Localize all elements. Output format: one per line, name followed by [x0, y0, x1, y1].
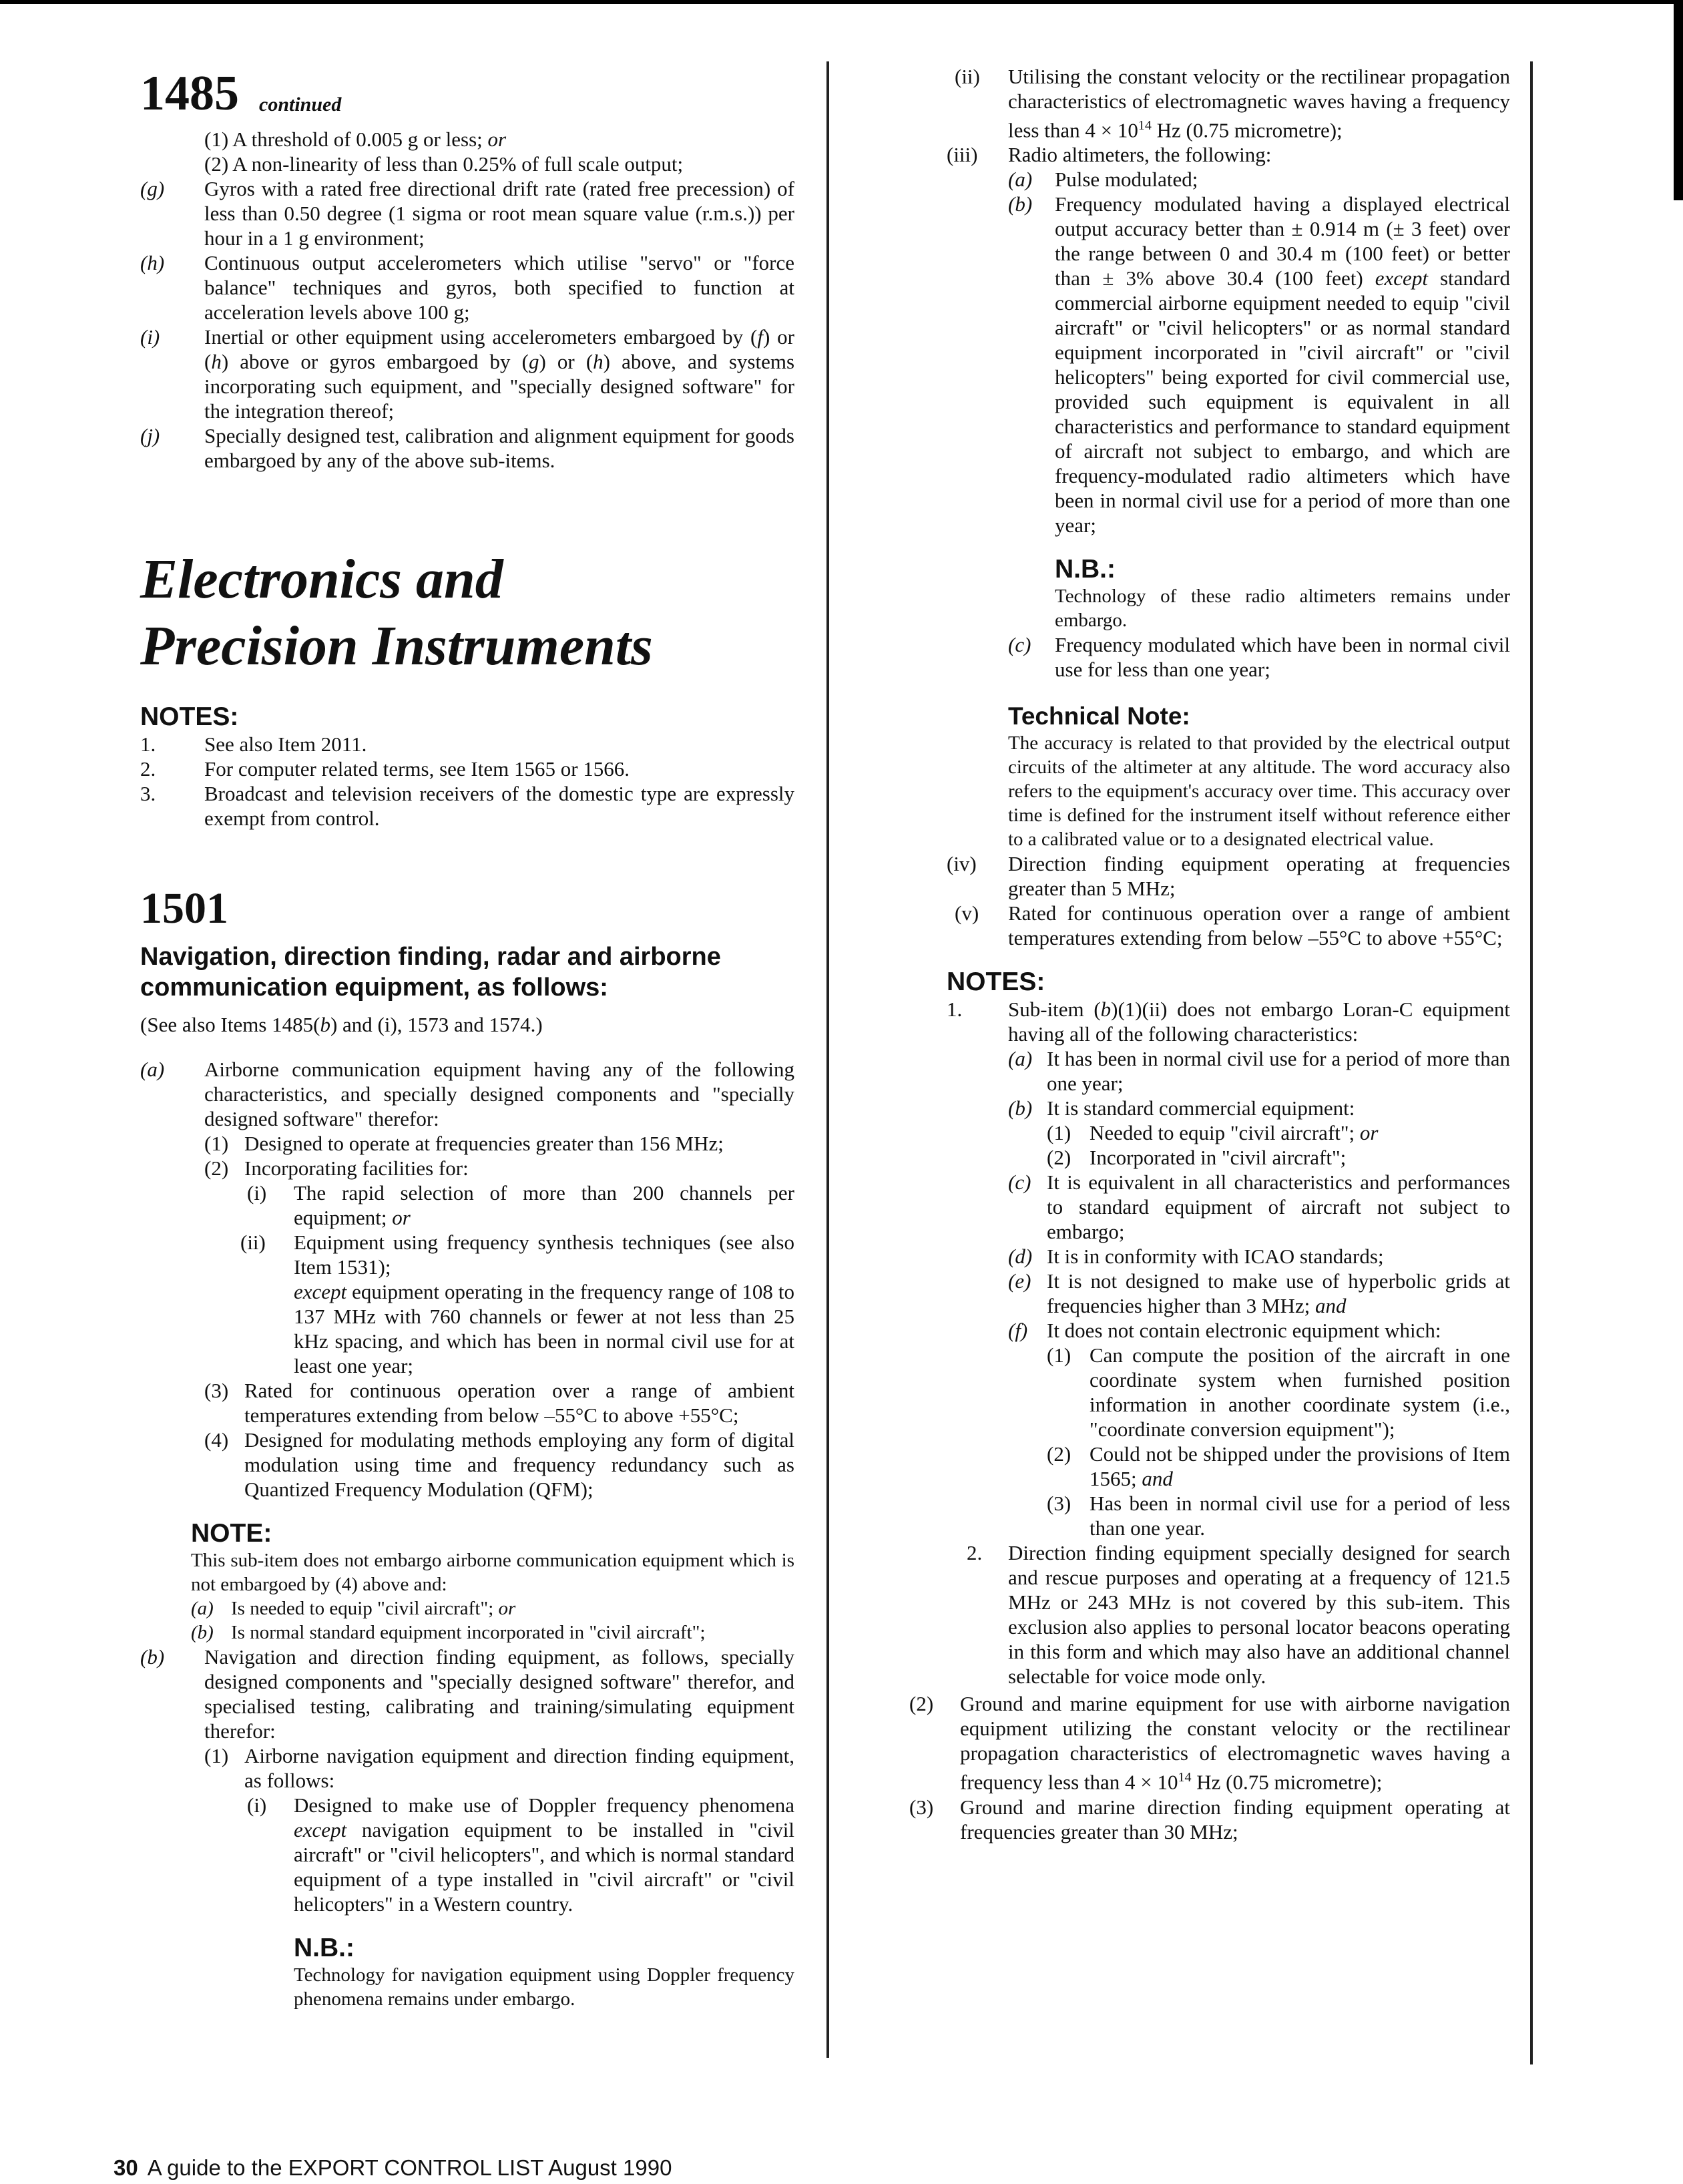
continued-label: continued — [259, 93, 342, 116]
note-item: 2. For computer related terms, see Item 1565 or 1566. — [140, 757, 630, 781]
item-heading — [140, 67, 794, 120]
right-nb-text: Technology of these radio altimeters remains under embargo. — [1055, 586, 1510, 632]
right-note-1-e: (e) It is not designed to make use of hyperbolic grids at frequencies higher than 3 MHz; and — [1008, 1269, 1510, 1318]
right-note-1: 1. Sub-item (b)(1)(ii) does not embargo Loran-C equipment having all of the following characteristics: — [947, 998, 1510, 1046]
item-i: (i) Inertial or other equipment using accelerometers embargoed by (f) or (h) above or gyros embargoed by (g) or (h) above, and systems incorporating such equipment, and "specially designed software" for the integration thereof; — [140, 325, 795, 423]
notes-list — [140, 732, 794, 831]
note-item: 1. See also Item 2011. — [140, 732, 367, 756]
item-j: (j) Specially designed test, calibration and alignment equipment for goods embargoed by any of the above sub-items. — [140, 424, 794, 472]
item-2: (2) Ground and marine equipment for use with airborne navigation equipment utilizing the constant velocity or the rectilinear propagation characteristics of electromagnetic waves having a frequency less than $4 \times 10^{14}$ Hz (0.75 micrometre); — [909, 1692, 1510, 1794]
page-number: 30 — [113, 2155, 138, 2180]
item-v: (v) Rated for continuous operation over a range of ambient temperatures extending from below –55°C to above +55°C; — [955, 901, 1510, 950]
right-note-1-d: (d) It is in conformity with ICAO standards; — [1008, 1245, 1384, 1269]
item-a-1: (1) Designed to operate at frequencies greater than 156 MHz; — [204, 1132, 724, 1155]
item-iii: (iii) Radio altimeters, the following: — [947, 143, 1272, 167]
item-b-1-i: (i) Designed to make use of Doppler frequency phenomena except navigation equipment to be installed in "civil aircraft" or "civil helicopters", and which is normal standard equipment of a type installed in "civil aircraft" or "civil helicopters" in a Western country. — [247, 1793, 794, 1916]
item-iv: (iv) Direction finding equipment operating at frequencies greater than 5 MHz; — [947, 852, 1510, 901]
left-column-rule — [826, 61, 829, 2058]
right-column — [909, 64, 1510, 1844]
item-a: (a) Airborne communication equipment having any of the following characteristics, and specially designed components and "specially designed software" therefor: — [140, 1058, 794, 1130]
right-note-1-f: (f) It does not contain electronic equipment which: — [1008, 1319, 1441, 1343]
see-also: (See also Items 1485(b) and (i), 1573 and 1574.) — [140, 1013, 543, 1036]
sub-item-1: (1) A threshold of 0.005 g or less; or — [204, 128, 507, 151]
right-note-1-f-1: (1) Can compute the position of the aircraft in one coordinate system when furnished position information in another coordinate system (i.e., "coordinate conversion equipment"); — [1047, 1343, 1510, 1442]
right-note-1-b-1: (1) Needed to equip "civil aircraft"; or — [1047, 1121, 1379, 1145]
right-note-1-b-2: (2) Incorporated in "civil aircraft"; — [1047, 1146, 1347, 1170]
nb-text: Technology for navigation equipment using Doppler frequency phenomena remains under embargo. — [294, 1964, 794, 2010]
right-notes-heading: NOTES: — [947, 967, 1045, 997]
right-note-1-f-2: (2) Could not be shipped under the provisions of Item 1565; and — [1047, 1442, 1510, 1491]
item-a-3: (3) Rated for continuous operation over a range of ambient temperatures extending from below –55°C to above +55°C; — [204, 1379, 794, 1427]
nb-block — [140, 1934, 794, 2011]
right-nb-block — [947, 555, 1510, 632]
note-item: 3. Broadcast and television receivers of the domestic type are expressly exempt from control. — [140, 782, 794, 830]
item-a-2-ii: (ii) Equipment using frequency synthesis techniques (see also Item 1531); — [240, 1231, 794, 1279]
item-a-4: (4) Designed for modulating methods employing any form of digital modulation using time and frequency redundancy such as Quantized Frequency Modulation (QFM); — [204, 1428, 794, 1501]
right-note-1-c: (c) It is equivalent in all characteristics and performances to standard equipment of aircraft not subject to embargo; — [1008, 1170, 1510, 1244]
page-footer — [113, 2155, 672, 2181]
sub-item-2: (2) A non-linearity of less than 0.25% of full scale output; — [204, 152, 684, 176]
right-edge-mark — [1674, 0, 1683, 200]
note-block — [140, 1519, 794, 1645]
item-1501-title: Navigation, direction finding, radar and airborne communication equipment, as follows: — [140, 943, 721, 1002]
note-heading: NOTE: — [191, 1519, 272, 1548]
item-ii: (ii) Utilising the constant velocity or the rectilinear propagation characteristics of electromagnetic waves having a frequency less than $4 \times 10^{14}$ Hz (0.75 micrometre); — [955, 65, 1510, 142]
right-note-2: 2. Direction finding equipment specially designed for search and rescue purposes and operating at a frequency of 121.5 MHz or 243 MHz is not covered by this sub-item. This exclusion also applies to personal locator beacons operating in this form and which may also have an additional channel selectable for voice mode only. — [967, 1541, 1510, 1689]
section-title: Electronics and Precision Instruments — [140, 548, 653, 677]
item-g: (g) Gyros with a rated free directional drift rate (rated free precession) of less than 0.50 degree (1 sigma or root mean square value (r.m.s.)) per hour in a 1 g environment; — [140, 177, 794, 250]
notes-heading: NOTES: — [140, 702, 239, 731]
item-a-2: (2) Incorporating facilities for: — [204, 1156, 469, 1180]
item-iii-a: (a) Pulse modulated; — [1008, 168, 1198, 192]
item-1501-number: 1501 — [140, 884, 228, 933]
nb-heading: N.B.: — [294, 1934, 354, 1962]
right-note-1-f-3: (3) Has been in normal civil use for a period of less than one year. — [1047, 1492, 1510, 1540]
item-a-2-i: (i) The rapid selection of more than 200 channels per equipment; or — [247, 1181, 794, 1229]
item-number: 1485 — [140, 66, 239, 121]
item-iii-b: (b) Frequency modulated having a displayed electrical output accuracy better than ± 0.914 m (± 3 feet) over the range between 0 and 30.4 m (100 feet) or better than ± 3% above 30.4 (100 feet) except standard commercial airborne equipment needed to equip "civil aircraft" or "civil helicopters" or as normal standard equipment incorporated in "civil aircraft" or "civil helicopters" being exported for civil commercial use, provided such equipment is equivalent in all characteristics and performance to standard equipment of aircraft not subject to embargo, and which are frequency-modulated radio altimeters which have been in normal civil use for a period of more than one year; — [1008, 192, 1510, 537]
right-note-1-a: (a) It has been in normal civil use for a period of more than one year; — [1008, 1047, 1510, 1096]
right-column-rule — [1530, 61, 1533, 2064]
top-border — [0, 0, 1683, 4]
item-h: (h) Continuous output accelerometers which utilise "servo" or "force balance" techniques and gyros, both specified to function at acceleration levels above 100 g; — [140, 251, 794, 324]
item-b-1: (1) Airborne navigation equipment and direction finding equipment, as follows: — [204, 1744, 794, 1792]
note-a: (a) Is needed to equip "civil aircraft"; or — [191, 1598, 516, 1619]
item-3: (3) Ground and marine direction finding equipment operating at frequencies greater than 30 MHz; — [909, 1795, 1510, 1843]
technical-note — [947, 702, 1510, 851]
technical-note-text: The accuracy is related to that provided by the electrical output circuits of the altimeter at any altitude. The word accuracy also refers to the equipment's accuracy over time. This accuracy over time is defined for the instrument itself without reference either to a calibrated value or to a designated electrical value. — [1008, 732, 1510, 851]
left-column — [140, 67, 794, 2011]
note-text: This sub-item does not embargo airborne communication equipment which is not embargoed by (4) above and: — [191, 1550, 794, 1595]
item-iii-c: (c) Frequency modulated which have been in normal civil use for less than one year; — [1008, 633, 1510, 682]
technical-note-heading: Technical Note: — [1008, 702, 1190, 730]
right-nb-heading: N.B.: — [1055, 555, 1116, 584]
item-a-2-ii-except: except equipment operating in the frequency range of 108 to 137 MHz with 760 channels or fewer at not less than 25 kHz spacing, and which has been in normal civil use for at least one year; — [294, 1280, 794, 1377]
footer-text: A guide to the EXPORT CONTROL LIST August 1990 — [147, 2155, 672, 2180]
right-note-1-b: (b) It is standard commercial equipment: — [1008, 1096, 1355, 1120]
item-b: (b) Navigation and direction finding equipment, as follows, specially designed components and "specially designed software" therefor, and specialised testing, calibrating and training/simulating equipment therefor: — [140, 1645, 794, 1743]
note-b: (b) Is normal standard equipment incorporated in "civil aircraft"; — [191, 1622, 706, 1643]
